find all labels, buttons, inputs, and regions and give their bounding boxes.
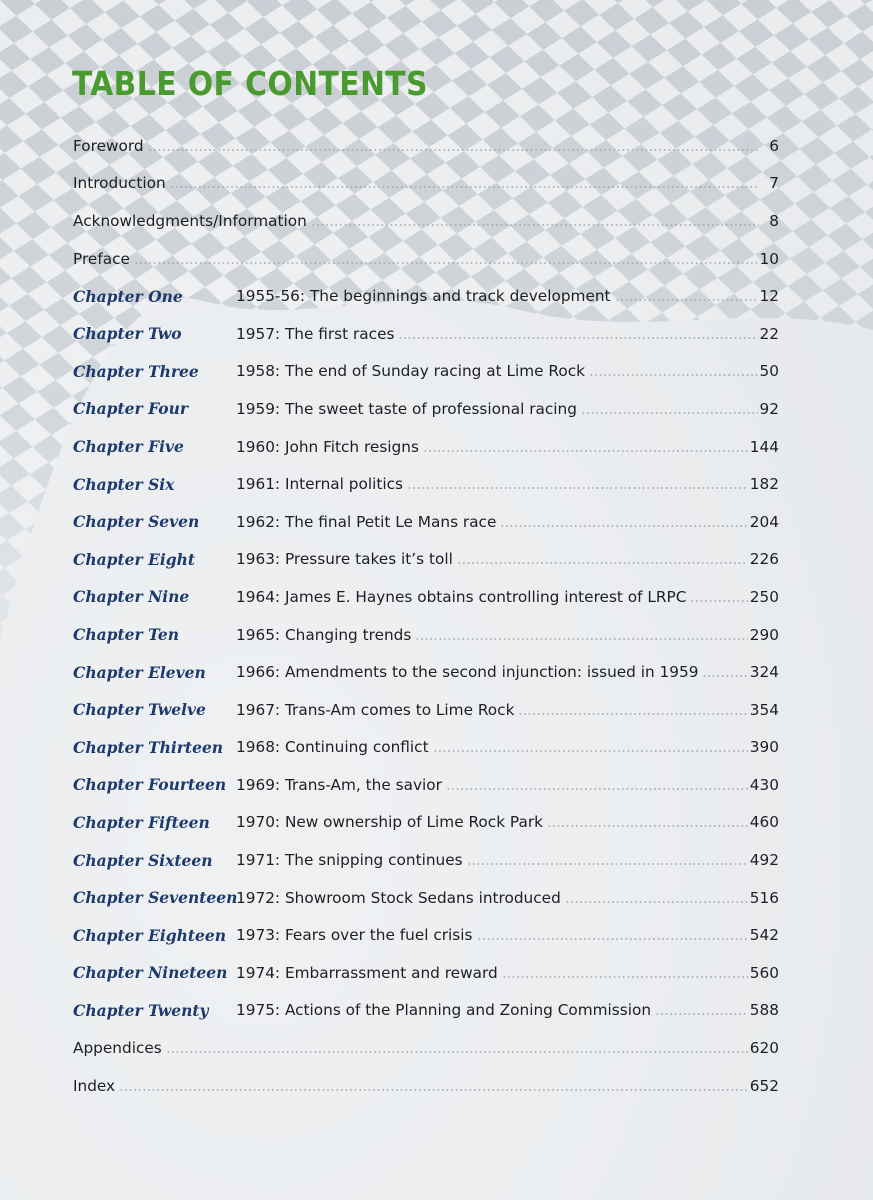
toc-entry[interactable]: [73, 954, 779, 992]
toc-entry-title: 1965: Changing trends: [236, 625, 412, 644]
dot-leader: [502, 976, 748, 978]
dot-leader: [170, 186, 759, 188]
toc-entry-title: 1958: The end of Sunday racing at Lime Rock: [236, 362, 585, 381]
toc-entry-title: Index: [73, 1076, 116, 1095]
toc-page-number: 182: [749, 475, 779, 494]
toc-entry[interactable]: [73, 691, 779, 729]
toc-chapter-label: Chapter Fifteen: [73, 812, 210, 832]
dot-leader: [500, 525, 747, 527]
toc-entry-title: 1967: Trans-Am comes to Lime Rock: [236, 700, 515, 719]
toc-page-number: 250: [749, 587, 779, 606]
toc-chapter-label: Chapter Six: [73, 474, 175, 494]
dot-leader: [477, 938, 748, 940]
dot-leader: [655, 1013, 748, 1015]
toc-entry[interactable]: [73, 841, 779, 879]
dot-leader: [589, 374, 758, 376]
toc-entry-title: Foreword: [73, 136, 144, 155]
toc-entry-title: 1961: Internal politics: [236, 475, 403, 494]
toc-entry[interactable]: [73, 390, 779, 428]
toc-chapter-label: Chapter Ten: [73, 625, 179, 645]
toc-chapter-label: Chapter Eighteen: [73, 925, 227, 945]
page-title: TABLE OF CONTENTS: [72, 64, 429, 103]
toc-page-number: 460: [749, 813, 779, 832]
toc-entry-title: 1968: Continuing conflict: [236, 738, 429, 757]
dot-leader: [518, 713, 747, 715]
toc-entry[interactable]: [73, 916, 779, 954]
toc-entry-title: 1973: Fears over the fuel crisis: [236, 926, 473, 945]
toc-entry-title: 1960: John Fitch resigns: [236, 437, 419, 456]
toc-entry-title: 1964: James E. Haynes obtains controlling interest of LRPC: [236, 587, 687, 606]
toc-page-number: 324: [749, 663, 779, 682]
toc-page-number: 50: [759, 362, 779, 381]
dot-leader: [415, 638, 747, 640]
dot-leader: [311, 224, 759, 226]
toc-entry[interactable]: [73, 1067, 779, 1105]
toc-chapter-label: Chapter Seven: [73, 512, 200, 532]
toc-entry-title: 1962: The final Petit Le Mans race: [236, 512, 497, 531]
toc-entry[interactable]: [73, 766, 779, 804]
toc-chapter-label: Chapter Sixteen: [73, 850, 213, 870]
dot-leader: [690, 600, 747, 602]
toc-chapter-label: Chapter Nineteen: [73, 963, 228, 983]
toc-entry[interactable]: [73, 428, 779, 466]
toc-chapter-label: Chapter Five: [73, 437, 184, 457]
dot-leader: [457, 562, 748, 564]
toc-entry-title: 1966: Amendments to the second injunction: issued in 1959: [236, 663, 699, 682]
toc-entry[interactable]: [73, 578, 779, 616]
dot-leader: [565, 901, 748, 903]
toc-page-number: 92: [759, 399, 779, 418]
toc-page-number: 560: [749, 963, 779, 982]
toc-entry-title: 1955-56: The beginnings and track development: [236, 287, 611, 306]
toc-page-number: 226: [749, 550, 779, 569]
toc-entry-title: 1971: The snipping continues: [236, 851, 463, 870]
toc-entry[interactable]: [73, 465, 779, 503]
toc-chapter-label: Chapter Eight: [73, 549, 196, 569]
dot-leader: [423, 450, 748, 452]
toc-entry[interactable]: [73, 1029, 779, 1067]
toc-chapter-label: Chapter Thirteen: [73, 737, 224, 757]
toc-page-number: 588: [749, 1001, 779, 1020]
table-of-contents: [73, 127, 779, 1104]
toc-entry-title: 1969: Trans-Am, the savior: [236, 775, 442, 794]
toc-page-number: 290: [749, 625, 779, 644]
toc-entry[interactable]: [73, 315, 779, 353]
toc-chapter-label: Chapter Twenty: [73, 1000, 209, 1020]
dot-leader: [148, 149, 759, 151]
dot-leader: [467, 863, 748, 865]
toc-entry[interactable]: [73, 353, 779, 391]
toc-page-number: 652: [749, 1076, 779, 1095]
dot-leader: [547, 825, 748, 827]
dot-leader: [166, 1051, 748, 1053]
dot-leader: [134, 262, 758, 264]
toc-page-number: 7: [769, 174, 779, 193]
toc-entry-title: Introduction: [73, 174, 166, 193]
toc-entry[interactable]: [73, 503, 779, 541]
toc-entry-title: 1959: The sweet taste of professional racing: [236, 399, 577, 418]
toc-page-number: 390: [749, 738, 779, 757]
toc-chapter-label: Chapter Fourteen: [73, 775, 227, 795]
toc-entry-title: 1957: The first races: [236, 324, 395, 343]
dot-leader: [119, 1089, 748, 1091]
dot-leader: [615, 299, 758, 301]
toc-chapter-label: Chapter Two: [73, 324, 182, 344]
toc-page-number: 10: [759, 249, 779, 268]
dot-leader: [702, 675, 747, 677]
toc-chapter-label: Chapter Three: [73, 361, 199, 381]
toc-page-number: 8: [769, 211, 779, 230]
toc-page-number: 620: [749, 1039, 779, 1058]
toc-entry[interactable]: [73, 729, 779, 767]
toc-entry-title: 1970: New ownership of Lime Rock Park: [236, 813, 543, 832]
toc-chapter-label: Chapter Twelve: [73, 700, 206, 720]
toc-entry[interactable]: [73, 616, 779, 654]
dot-leader: [433, 750, 748, 752]
toc-entry-title: 1975: Actions of the Planning and Zoning Commission: [236, 1001, 652, 1020]
dot-leader: [446, 788, 748, 790]
toc-entry[interactable]: [73, 202, 779, 240]
toc-entry[interactable]: [73, 127, 779, 165]
toc-entry-title: Acknowledgments/Information: [73, 211, 307, 230]
toc-page-number: 22: [759, 324, 779, 343]
toc-page-number: 542: [749, 926, 779, 945]
toc-page-number: 354: [749, 700, 779, 719]
toc-chapter-label: Chapter Four: [73, 399, 189, 419]
toc-entry-title: 1974: Embarrassment and reward: [236, 963, 498, 982]
dot-leader: [398, 337, 757, 339]
dot-leader: [407, 487, 748, 489]
toc-chapter-label: Chapter One: [73, 286, 183, 306]
dot-leader: [581, 412, 758, 414]
toc-entry[interactable]: [73, 165, 779, 203]
toc-page-number: 492: [749, 851, 779, 870]
toc-page-number: 516: [749, 888, 779, 907]
toc-entry-title: Preface: [73, 249, 130, 268]
toc-entry[interactable]: [73, 992, 779, 1030]
toc-entry[interactable]: [73, 277, 779, 315]
toc-entry[interactable]: [73, 653, 779, 691]
toc-entry-title: 1963: Pressure takes it’s toll: [236, 550, 453, 569]
toc-page-number: 12: [759, 287, 779, 306]
toc-chapter-label: Chapter Eleven: [73, 662, 206, 682]
toc-chapter-label: Chapter Nine: [73, 587, 190, 607]
toc-chapter-label: Chapter Seventeen: [73, 888, 238, 908]
toc-page-number: 6: [769, 136, 779, 155]
toc-entry[interactable]: [73, 804, 779, 842]
toc-page-number: 144: [749, 437, 779, 456]
toc-entry-title: Appendices: [73, 1039, 162, 1058]
toc-entry[interactable]: [73, 240, 779, 278]
toc-entry-title: 1972: Showroom Stock Sedans introduced: [236, 888, 561, 907]
toc-entry[interactable]: [73, 879, 779, 917]
toc-entry[interactable]: [73, 541, 779, 579]
toc-page-number: 430: [749, 775, 779, 794]
toc-page-number: 204: [749, 512, 779, 531]
